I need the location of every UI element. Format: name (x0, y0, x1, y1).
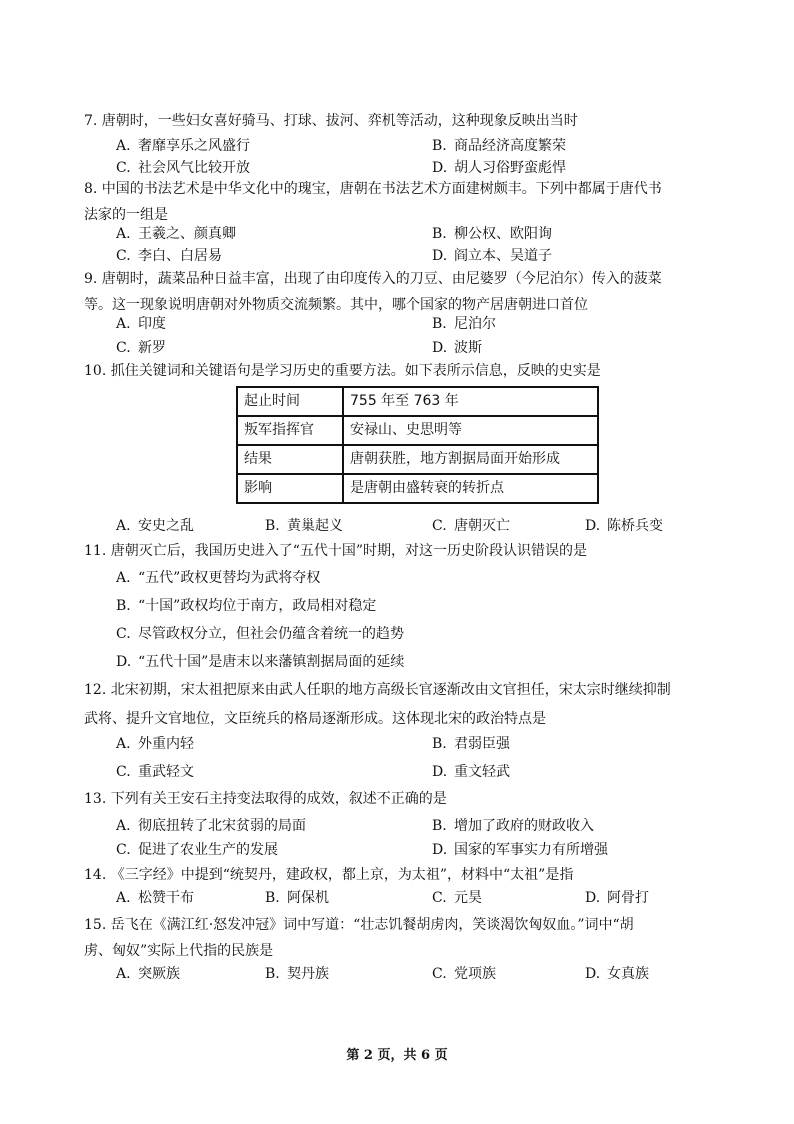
question-stem-line: 7. 唐朝时，一些妇女喜好骑马、打球、拔河、弈机等活动，这种现象反映出当时 (84, 113, 578, 129)
option-c: C. 社会风气比较开放 (116, 160, 250, 176)
question-14-stem (84, 862, 724, 888)
question-stem-line: 13. 下列有关王安石主持变法取得的成效，叙述不正确的是 (84, 791, 447, 807)
option-b: B. “十国”政权均位于南方，政局相对稳定 (116, 598, 377, 614)
table-row (237, 416, 598, 445)
option-a: A. 奢靡享乐之风盛行 (116, 138, 250, 154)
option-b: B. 尼泊尔 (432, 316, 496, 332)
option-d: D. 胡人习俗野蛮彪悍 (432, 160, 566, 176)
table-row (237, 474, 598, 503)
table-row (237, 445, 598, 474)
page-footer: 第 2 页，共 6 页 (346, 1048, 448, 1063)
option-a: A. 外重内轻 (116, 736, 194, 752)
info-table (236, 386, 599, 504)
table-value-cell: 唐朝获胜，地方割据局面开始形成 (343, 445, 598, 474)
option-d: D. 国家的军事实力有所增强 (432, 842, 608, 858)
option-d: D. 阎立本、吴道子 (432, 248, 552, 264)
table-value-cell: 是唐朝由盛转衰的转折点 (343, 474, 598, 503)
option-a: A. 王羲之、颜真卿 (116, 226, 236, 242)
question-stem-line: 12. 北宋初期，宋太祖把原来由武人任职的地方高级长官逐渐改由文官担任，宋太宗时继续抑制 (84, 682, 671, 698)
option-b: B. 君弱臣强 (432, 736, 510, 752)
option-c: C. 新罗 (116, 340, 166, 356)
option-c: C. 党项族 (432, 966, 496, 982)
question-stem-line: 虏、匈奴”实际上代指的民族是 (84, 943, 274, 959)
option-b: B. 契丹族 (265, 966, 329, 982)
option-a: A. 彻底扭转了北宋贫弱的局面 (116, 818, 306, 834)
option-d: D. “五代十国”是唐末以来藩镇割据局面的延续 (116, 654, 405, 670)
question-stem-line: 法家的一组是 (84, 207, 168, 223)
table-key-cell: 结果 (237, 445, 343, 474)
question-8-stem (84, 176, 724, 228)
option-c: C. 李白、白居易 (116, 248, 222, 264)
option-c: C. 重武轻文 (116, 764, 194, 780)
table-value-cell: 755 年至 763 年 (343, 387, 598, 416)
question-11-stem (84, 538, 724, 564)
option-d: D. 波斯 (432, 340, 482, 356)
question-stem-line: 等。这一现象说明唐朝对外物质交流频繁。其中，哪个国家的物产居唐朝进口首位 (84, 297, 588, 313)
question-10-stem (84, 358, 724, 384)
option-b: B. 阿保机 (265, 890, 329, 906)
option-d: D. 阿骨打 (585, 890, 649, 906)
option-a: A. 突厥族 (116, 966, 180, 982)
table-key-cell: 起止时间 (237, 387, 343, 416)
question-stem-line: 11. 唐朝灭亡后，我国历史进入了“五代十国”时期，对这一历史阶段认识错误的是 (84, 543, 588, 559)
option-b: B. 商品经济高度繁荣 (432, 138, 566, 154)
option-a: A. “五代”政权更替均为武将夺权 (116, 570, 321, 586)
table-key-cell: 影响 (237, 474, 343, 503)
option-a: A. 印度 (116, 316, 166, 332)
option-d: D. 陈桥兵变 (585, 518, 663, 534)
option-b: B. 黄巢起义 (265, 518, 343, 534)
question-stem-line: 10. 抓住关键词和关键语句是学习历史的重要方法。如下表所示信息，反映的史实是 (84, 363, 601, 379)
table-key-cell: 叛军指挥官 (237, 416, 343, 445)
question-9-stem (84, 266, 724, 318)
option-d: D. 重文轻武 (432, 764, 510, 780)
option-c: C. 唐朝灭亡 (432, 518, 510, 534)
option-b: B. 柳公权、欧阳询 (432, 226, 552, 242)
option-a: A. 安史之乱 (116, 518, 194, 534)
question-15-stem (84, 912, 724, 964)
question-stem-line: 9. 唐朝时，蔬菜品种日益丰富，出现了由印度传入的刀豆、由尼婆罗（今尼泊尔）传入的菠菜 (84, 271, 662, 287)
option-c: C. 尽管政权分立，但社会仍蕴含着统一的趋势 (116, 626, 404, 642)
question-12-stem (84, 676, 724, 734)
question-stem-line: 武将、提升文官地位，文臣统兵的格局逐渐形成。这体现北宋的政治特点是 (84, 711, 546, 727)
option-c: C. 元昊 (432, 890, 482, 906)
question-7-stem (84, 108, 724, 134)
question-stem-line: 15. 岳飞在《满江红·怒发冲冠》词中写道：“壮志饥餐胡虏肉，笑谈渴饮匈奴血。”词中“胡 (84, 917, 634, 933)
option-a: A. 松赞干布 (116, 890, 194, 906)
question-stem-line: 8. 中国的书法艺术是中华文化中的瑰宝，唐朝在书法艺术方面建树颇丰。下列中都属于唐代书 (84, 181, 662, 197)
table-row (237, 387, 598, 416)
question-13-stem (84, 786, 724, 812)
option-c: C. 促进了农业生产的发展 (116, 842, 278, 858)
option-d: D. 女真族 (585, 966, 649, 982)
table-value-cell: 安禄山、史思明等 (343, 416, 598, 445)
question-stem-line: 14. 《三字经》中提到“统契丹，建政权，都上京，为太祖”，材料中“太祖”是指 (84, 867, 574, 883)
option-b: B. 增加了政府的财政收入 (432, 818, 594, 834)
